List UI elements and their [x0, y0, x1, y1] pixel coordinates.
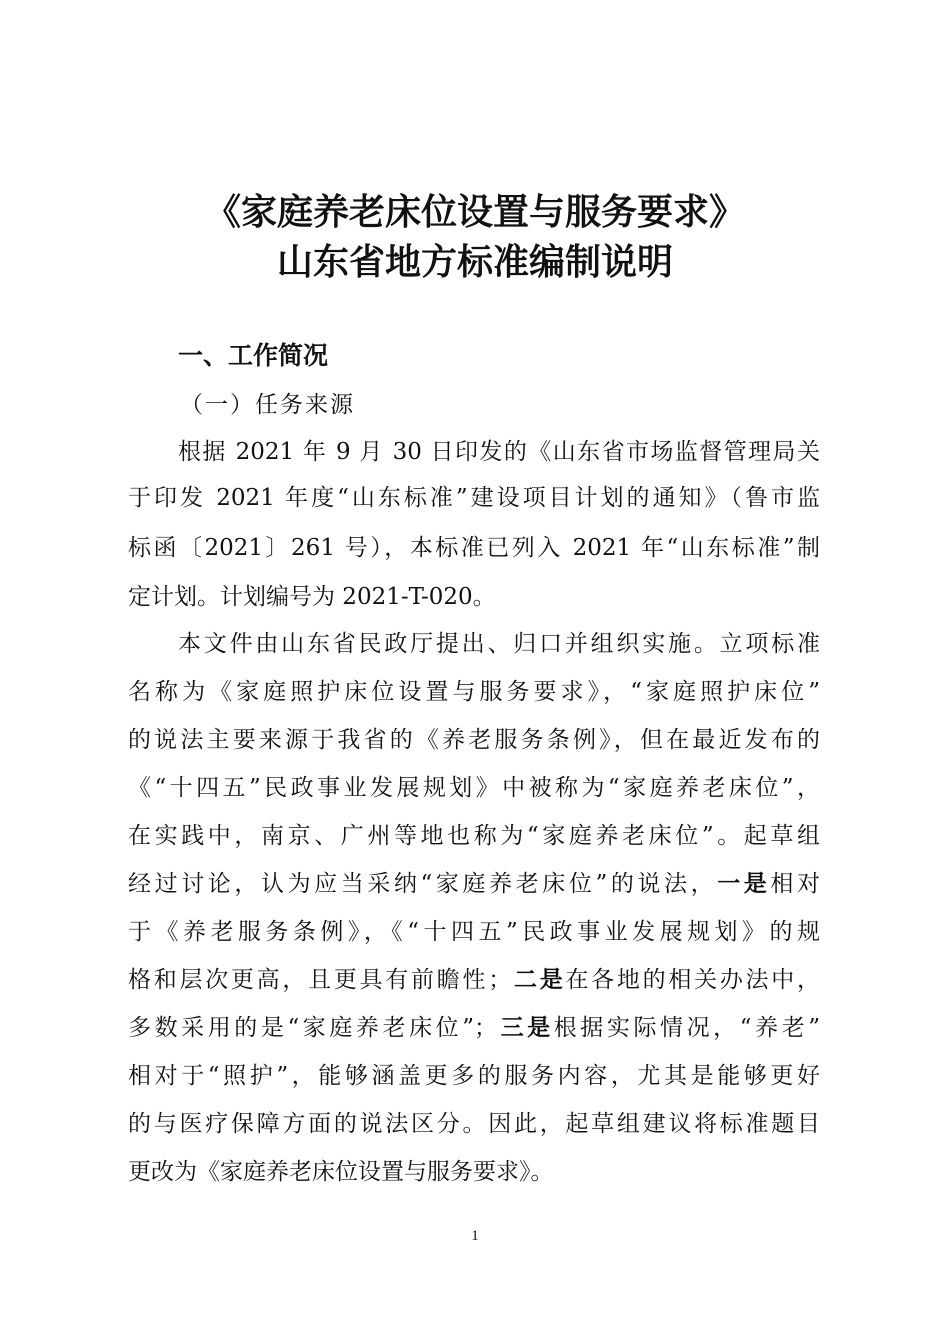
text: 根据实际情况，“养老” — [553, 1015, 820, 1041]
emphasis-third-point: 三是 — [497, 1015, 554, 1041]
paragraph-1-line-2: 于印发 2021 年度“山东标准”建设项目计划的通知》（鲁市监 — [128, 485, 820, 511]
paragraph-2-line-10: 相对于“照护”，能够涵盖更多的服务内容，尤其是能够更好 — [128, 1063, 820, 1089]
paragraph-2-line-5: 在实践中，南京、广州等地也称为“家庭养老床位”。起草组 — [128, 823, 820, 849]
paragraph-2-line-7: 于《养老服务条例》，《“十四五”民政事业发展规划》的规 — [128, 919, 820, 945]
paragraph-2-line-3: 的说法主要来源于我省的《养老服务条例》，但在最近发布的 — [128, 727, 820, 753]
text: 在各地的相关办法中， — [565, 967, 821, 993]
paragraph-2-line-8 — [128, 964, 820, 996]
emphasis-first-point: 一是 — [717, 871, 771, 897]
document-title-line-2: 山东省地方标准编制说明 — [276, 241, 673, 283]
text: 多数采用的是“家庭养老床位”； — [128, 1015, 497, 1041]
page-number: 1 — [471, 1228, 479, 1244]
subsection-heading-task-source: （一）任务来源 — [180, 392, 355, 418]
paragraph-1-line-3: 标函〔2021〕261 号），本标准已列入 2021 年“山东标准”制 — [128, 535, 820, 561]
paragraph-2-line-9 — [128, 1012, 820, 1044]
paragraph-2-line-2: 名称为《家庭照护床位设置与服务要求》，“家庭照护床位” — [128, 679, 820, 705]
paragraph-2-line-12: 更改为《家庭养老床位设置与服务要求》。 — [128, 1159, 554, 1185]
paragraph-2-line-4: 《“十四五”民政事业发展规划》中被称为“家庭养老床位”， — [128, 775, 820, 801]
text: 相对 — [770, 871, 821, 897]
text: 格和层次更高，且更具有前瞻性； — [128, 967, 512, 993]
emphasis-second-point: 二是 — [511, 967, 566, 993]
paragraph-2-line-11: 的与医疗保障方面的说法区分。因此，起草组建议将标准题目 — [128, 1111, 820, 1137]
section-heading-work-overview: 一、工作简况 — [178, 341, 329, 370]
paragraph-1-line-1: 根据 2021 年 9 月 30 日印发的《山东省市场监督管理局关 — [178, 439, 820, 465]
document-title-line-1: 《家庭养老床位设置与服务要求》 — [204, 191, 745, 233]
text: 经过讨论，认为应当采纳“家庭养老床位”的说法， — [128, 871, 718, 897]
paragraph-2-line-1: 本文件由山东省民政厅提出、归口并组织实施。立项标准 — [178, 631, 820, 657]
paragraph-2-line-6 — [128, 868, 820, 900]
paragraph-1-line-4: 定计划。计划编号为 2021-T-020。 — [128, 584, 496, 610]
